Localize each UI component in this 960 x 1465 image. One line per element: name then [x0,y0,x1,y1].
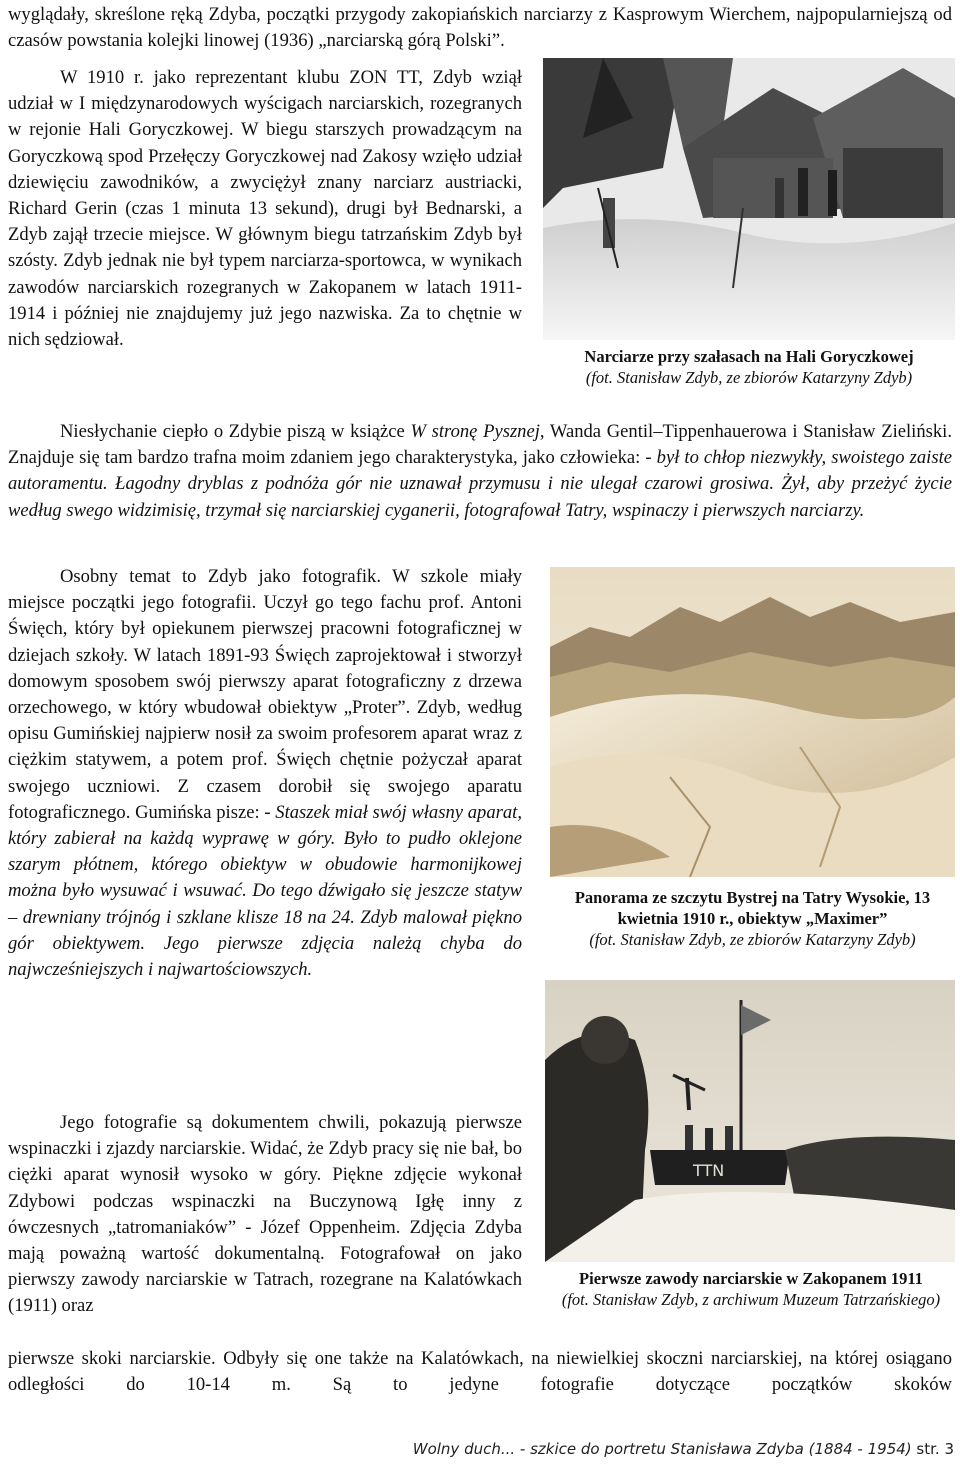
photo-ski-competition-image [545,980,955,1262]
quote: był to chłop niezwykły, swoistego zaiste autoramentu. Łagodny dryblas z podnóża gór nie uznawał przymusu i nie ulegał czarowi grosiwa. Żył, aby przeżyć życie według swego widzimisię, trzymał się narciarskiej cyganerii, fotografował Tatry, wspinaczy i pierwszych narciarzy. [8,447,952,521]
text-run: , Wanda Gentil–Tippenhauerowa i Stanisław Zieliński. Znajduje się tam bardzo trafna moim zdaniem jego charakterystyka, jako człowieka: - [8,421,952,469]
caption-photo-competition [545,1268,957,1310]
photo-skiers-huts [543,58,955,340]
paragraph-warm-words [8,419,952,524]
photo-ski-competition [545,980,955,1262]
paragraph-documents: Jego fotografie są dokumentem chwili, pokazują pierwsze wspinaczki i zjazdy narciarskie. Widać, że Zdyb pracy się nie bał, bo ciężki aparat wynosił wysoko w góry. Piękne zdjęcie wykonał Zdybowi podczas wspinaczki na Buczynową Igłę inny z ówczesnych „tatromaniaków” - Józef Oppenheim. Zdjęcia Zdyba mają poważną wartość dokumentalną. Fotografował on jako pierwszy zawody narciarskie w Tatrach, rozegrane na Kalatówkach (1911) oraz [8,1112,522,1317]
caption-credit: (fot. Stanisław Zdyb, ze zbiorów Katarzyny Zdyb) [585,368,913,387]
caption-credit: (fot. Stanisław Zdyb, ze zbiorów Katarzyny Zdyb) [589,930,916,949]
paragraph-1910-races: W 1910 r. jako reprezentant klubu ZON TT, Zdyb wziął udział w I międzynarodowych wyścigach narciarskich, rozegranych w rejonie Hali Goryczkowej. W biegu starszych prowadzącym na Goryczkową spod Przełęczy Goryczkowej nad Zakosy wzięło udział dziewięciu zawodników, a zwyciężył znany narciarz austriacki, Richard Gerin (czas 1 minuta 13 sekund), drugi był Bednarski, a Zdyb zajął trzecie miejsce. W głównym biegu tatrzańskim Zdyb był szósty. Zdyb jednak nie był typem narciarza-sportowca, w wynikach zawodów narciarskich rozegranych w Zakopanem w latach 1911-1914 i później nie znajdujemy już jego nazwiska. Za to chętnie w nich sędziował. [8,67,522,351]
text-run: Niesłychanie ciepło o Zdybie piszą w książce [60,421,411,442]
caption-credit: (fot. Stanisław Zdyb, z archiwum Muzeum Tatrzańskiego) [561,1290,941,1309]
ramp-banner-text: TTN [693,1161,725,1180]
paragraph-intro: wyglądały, skreślone ręką Zdyba, początki przygody zakopiańskich narciarzy z Kasprowym Wierchem, najpopularniejszą od czasów powstania kolejki linowej (1936) „narciarską górą Polski”. [8,4,952,52]
photo-panorama-bystra [550,567,955,877]
footer-title: Wolny duch... - szkice do portretu Stanisława Zdyba (1884 - 1954) [412,1440,912,1458]
book-title: W stronę Pysznej [410,421,540,442]
caption-photo-panorama [548,887,957,950]
paragraph-documents-continued: pierwsze skoki narciarskie. Odbyły się one także na Kalatówkach, na niewielkiej skoczni narciarskiej, na której osiągano odległości do 10-14 m. Są to jedyne fotografie dotyczące początków skoków [8,1348,952,1396]
caption-title: Narciarze przy szałasach na Hali Goryczkowej [584,347,914,366]
caption-title: Panorama ze szczytu Bystrej na Tatry Wysokie, 13 kwietnia 1910 r., obiektyw „Maximer” [574,888,931,928]
caption-photo-skiers-huts [543,346,955,388]
page-footer [413,1440,954,1458]
footer-page-number: str. 3 [916,1440,954,1458]
paragraph-photographer [8,564,522,983]
quote: Staszek miał swój własny aparat, który zabierał na każdą wyprawę w góry. Było to pudło oklejone szarym płótnem, którego obiektyw w obudowie harmonijkowej można było wysuwać i wsuwać. Do tego dźwigało się jeszcze statyw – drewniany trójnóg i szklane klisze 18 na 24. Zdyb malował piękno gór obiektywem. Jego pierwsze zdjęcia należą chyba do najwcześniejszych i najwartościowszych. [8,801,522,981]
text-run: Osobny temat to Zdyb jako fotografik. W szkole miały miejsce początki jego fotografii. Uczył go tego fachu prof. Antoni Święch, który był opiekunem pierwszej pracowni fotograficznej w dziejach szkoły. W latach 1891-93 Święch zaprojektował i stworzył domowym sposobem swój pierwszy aparat fotograficzny z drzewa orzechowego, w który wbudował obiektyw „Proter”. Zdyb, według opisu Gumińskiej najpierw nosił za swoim profesorem aparat wraz z ciężkim statywem, a potem prof. Święch chętnie pożyczał aparat swojego uczniowi. Z czasem dorobił się swojego aparatu fotograficznego. Gumińska pisze: - [8,566,522,823]
photo-skiers-huts-image [543,58,955,340]
photo-panorama-image [550,567,955,877]
caption-title: Pierwsze zawody narciarskie w Zakopanem 1911 [579,1269,923,1288]
